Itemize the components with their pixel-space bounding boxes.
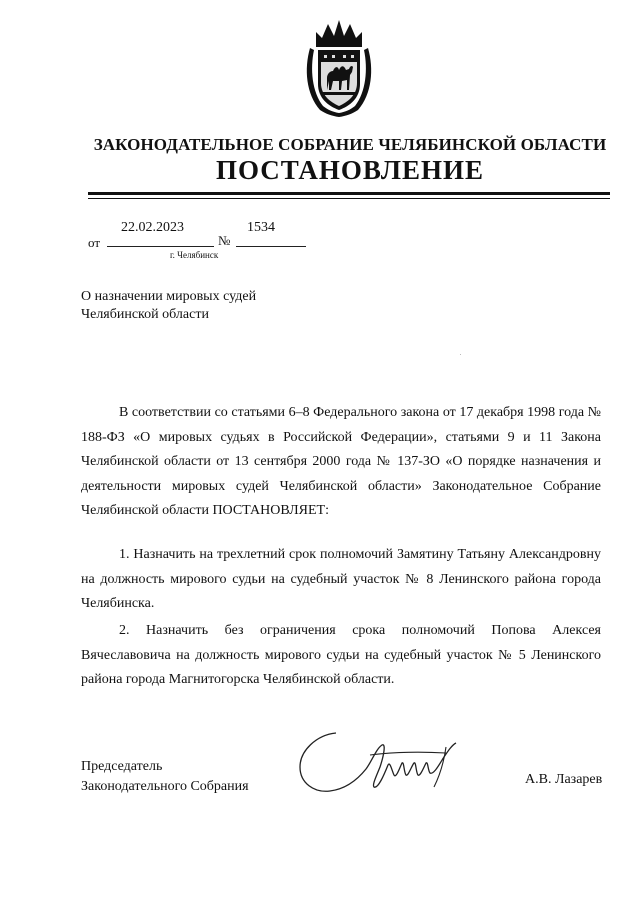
number-underline bbox=[236, 246, 306, 247]
handwritten-signature bbox=[296, 727, 466, 805]
subject-line: Челябинской области bbox=[81, 307, 209, 322]
date-from-label: от bbox=[88, 235, 101, 250]
organization-name: ЗАКОНОДАТЕЛЬНОЕ СОБРАНИЕ ЧЕЛЯБИНСКОЙ ОБЛАСТИ bbox=[93, 135, 607, 154]
subject-line: О назначении мировых судей bbox=[81, 289, 257, 304]
preamble-text: В соответствии со статьями 6–8 Федерального закона от 17 декабря 1998 года № 188-ФЗ «О мировых судьях в Российской Федерации», статьями 9 и 11 Закона Челябинской области от 13 сентября 2000 года № 137-ЗО «О порядке назначения и деятельности мировых судей Челябинской области» Законодательное Собрание Челябинской области ПОСТАНОВЛЯЕТ: bbox=[81, 405, 601, 518]
resolution-item-1 bbox=[81, 543, 601, 617]
chelyabinsk-coat-of-arms-icon bbox=[302, 14, 376, 118]
signatory-title-line: Законодательного Собрания bbox=[81, 779, 249, 794]
resolution-item-2 bbox=[81, 619, 601, 693]
preamble-paragraph bbox=[81, 401, 601, 524]
document-city: г. Челябинск bbox=[170, 250, 219, 260]
signatory-title-line: Председатель bbox=[81, 759, 163, 774]
signatory-title bbox=[81, 757, 249, 797]
document-type-title: ПОСТАНОВЛЕНИЕ bbox=[215, 155, 485, 185]
document-subject bbox=[81, 288, 256, 324]
date-underline bbox=[107, 246, 214, 247]
signatory-name: А.В. Лазарев bbox=[525, 772, 603, 787]
header-divider-thin bbox=[88, 198, 610, 199]
number-label: № bbox=[218, 233, 231, 248]
document-date: 22.02.2023 bbox=[121, 220, 184, 235]
item-text: 2. Назначить без ограничения срока полномочий Попова Алексея Вячеславовича на должность мирового судьи на судебный участок № 5 Ленинского района города Магнитогорска Челябинской области. bbox=[81, 623, 601, 687]
header-divider-thick bbox=[88, 192, 610, 195]
scan-dot bbox=[460, 354, 461, 355]
document-number: 1534 bbox=[247, 220, 275, 235]
item-text: 1. Назначить на трехлетний срок полномочий Замятину Татьяну Александровну на должность мирового судьи на судебный участок № 8 Ленинского района города Челябинска. bbox=[81, 547, 601, 611]
